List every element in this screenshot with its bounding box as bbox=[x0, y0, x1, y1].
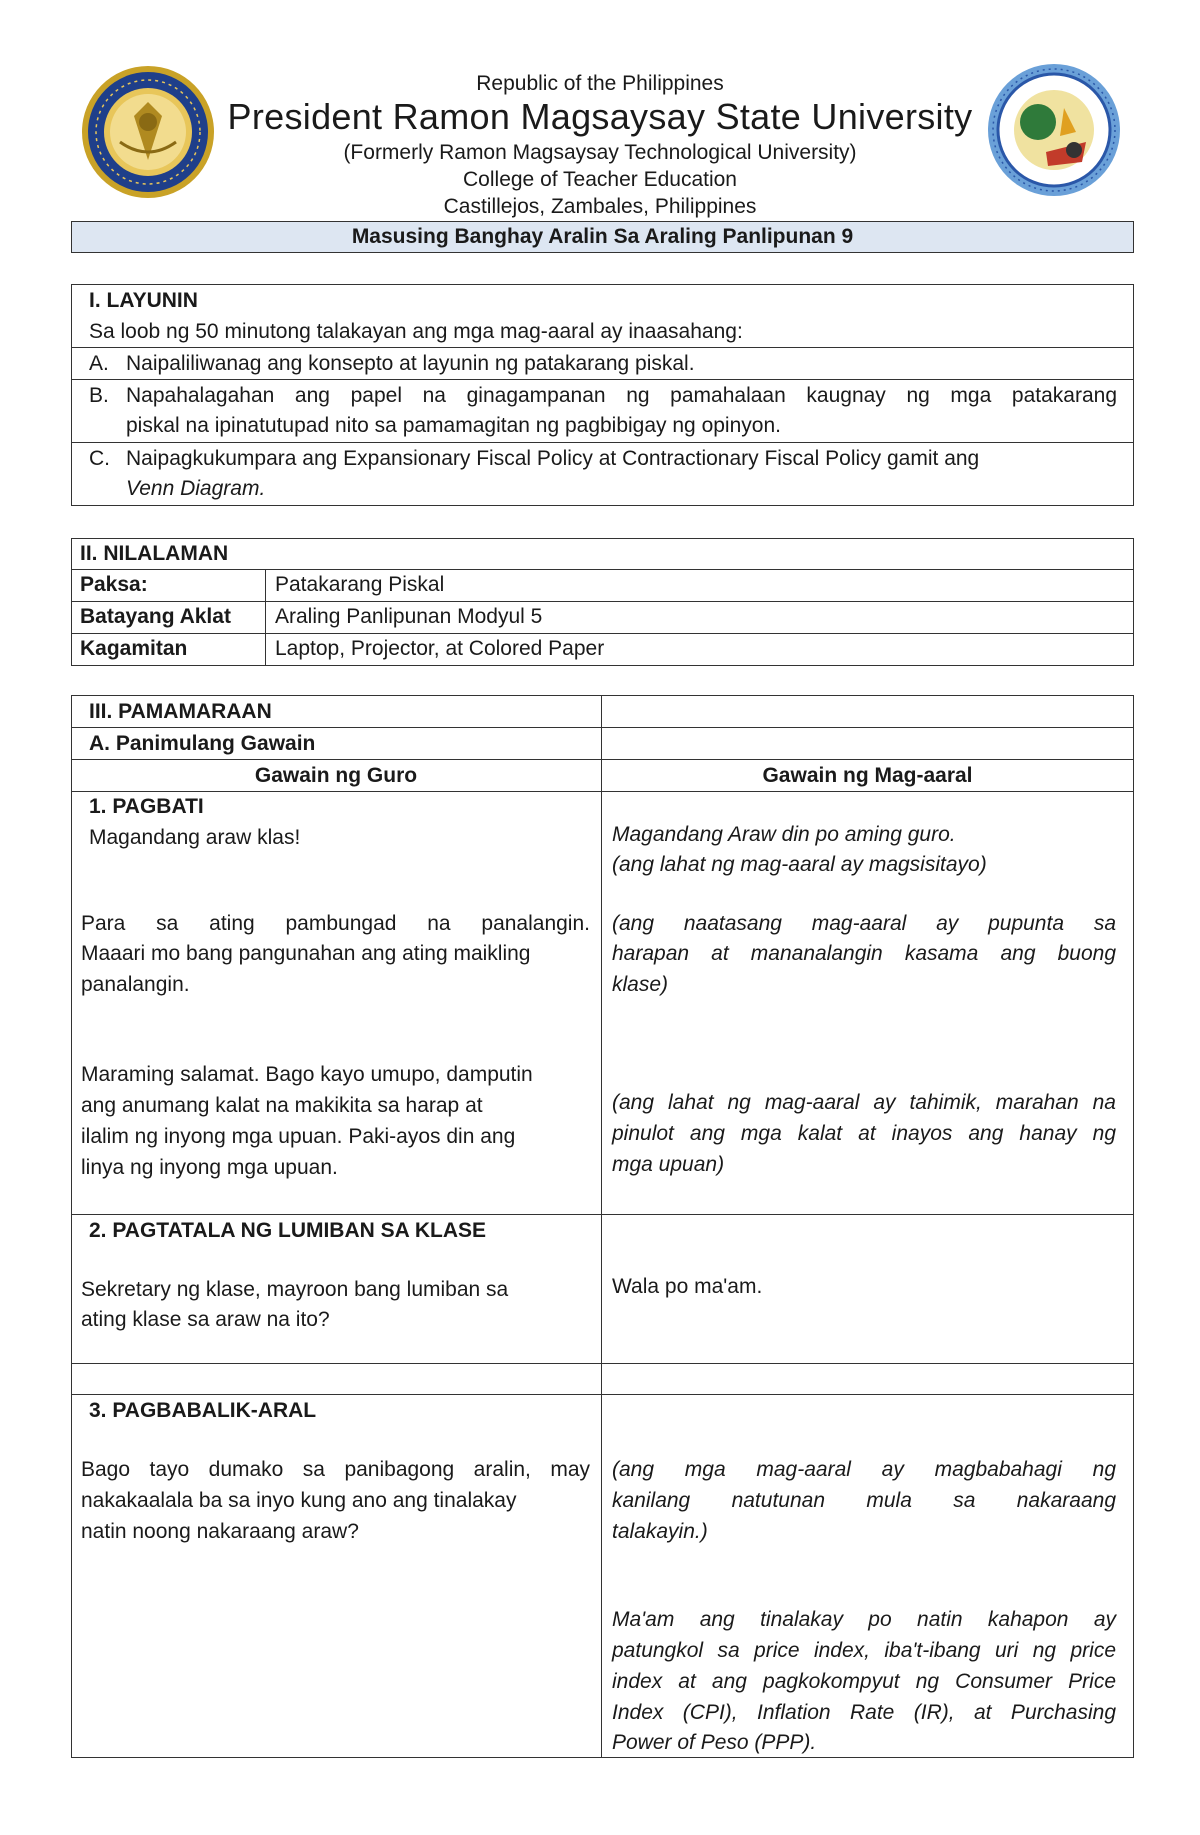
student-line: Power of Peso (PPP). bbox=[612, 1731, 817, 1754]
student-line: Wala po ma'am. bbox=[612, 1275, 763, 1298]
teacher-line: Maraming salamat. Bago kayo umupo, damputin bbox=[81, 1063, 533, 1086]
student-line: (ang lahat ng mag-aaral ay tahimik, marahan na bbox=[612, 1091, 1116, 1114]
student-line: klase) bbox=[612, 973, 669, 996]
teacher-line: linya ng inyong mga upuan. bbox=[81, 1156, 338, 1179]
student-line: (ang mga mag-aaral ay magbabahagi ng bbox=[612, 1458, 1116, 1481]
student-line: (ang lahat ng mag-aaral ay magsisitayo) bbox=[612, 853, 987, 876]
teacher-line: nakakaalala ba sa inyo kung ano ang tinalakay bbox=[81, 1489, 517, 1512]
teacher-line: natin noong nakaraang araw? bbox=[81, 1520, 359, 1543]
objective-letter: C. bbox=[89, 447, 110, 470]
student-line: patungkol sa price index, iba't-ibang uri ng price bbox=[612, 1639, 1116, 1662]
college-text: College of Teacher Education bbox=[463, 168, 737, 191]
student-line: Ma'am ang tinalakay po natin kahapon ay bbox=[612, 1608, 1116, 1631]
student-line: mga upuan) bbox=[612, 1153, 725, 1176]
student-line: Magandang Araw din po aming guro. bbox=[612, 823, 956, 846]
teacher-line: ilalim ng inyong mga upuan. Paki-ayos din ang bbox=[81, 1125, 516, 1148]
teacher-line: Maaari mo bang pangunahan ang ating maikling bbox=[81, 942, 531, 965]
row-label: Paksa: bbox=[80, 573, 148, 596]
pagbati-heading: 1. PAGBATI bbox=[89, 795, 204, 818]
teacher-line: Sekretary ng klase, mayroon bang lumiban sa bbox=[81, 1278, 509, 1301]
student-line: talakayin.) bbox=[612, 1520, 708, 1543]
balikaral-heading: 3. PAGBABALIK-ARAL bbox=[89, 1399, 317, 1422]
student-line: (ang naatasang mag-aaral ay pupunta sa bbox=[612, 912, 1116, 935]
teacher-line: Para sa ating pambungad na panalangin. bbox=[81, 912, 590, 935]
teacher-line: ang anumang kalat na makikita sa harap at bbox=[81, 1094, 483, 1117]
teacher-line: Magandang araw klas! bbox=[89, 826, 301, 849]
layunin-intro: Sa loob ng 50 minutong talakayan ang mga mag-aaral ay inaasahang: bbox=[89, 320, 743, 343]
row-label: Batayang Aklat bbox=[80, 605, 231, 628]
objective-text: Naipagkukumpara ang Expansionary Fiscal Policy at Contractionary Fiscal Policy gamit ang bbox=[126, 447, 980, 470]
row-value: Araling Panlipunan Modyul 5 bbox=[275, 605, 543, 628]
layunin-heading: I. LAYUNIN bbox=[89, 289, 198, 312]
teacher-line: Bago tayo dumako sa panibagong aralin, may bbox=[81, 1458, 590, 1481]
student-line: pinulot ang mga kalat at inayos ang hanay ng bbox=[612, 1122, 1116, 1145]
objective-letter: B. bbox=[89, 384, 109, 407]
objective-text: Naipaliliwanag ang konsepto at layunin ng patakarang piskal. bbox=[126, 352, 695, 375]
student-line: kanilang natutunan mula sa nakaraang bbox=[612, 1489, 1116, 1512]
objective-text: Napahalagahan ang papel na ginagampanan ng pamahalaan kaugnay ng mga patakarang bbox=[126, 384, 1117, 407]
objective-text: Venn Diagram. bbox=[126, 477, 266, 500]
lesson-plan-title: Masusing Banghay Aralin Sa Araling Panlipunan 9 bbox=[71, 221, 1134, 253]
student-line: index at ang pagkokompyut ng Consumer Price bbox=[612, 1670, 1116, 1693]
row-label: Kagamitan bbox=[80, 637, 188, 660]
formerly-text: (Formerly Ramon Magsaysay Technological University) bbox=[343, 141, 857, 164]
nilalaman-heading: II. NILALAMAN bbox=[80, 542, 229, 565]
teacher-column-header: Gawain ng Guro bbox=[254, 764, 418, 787]
student-line: Index (CPI), Inflation Rate (IR), at Purchasing bbox=[612, 1701, 1116, 1724]
objective-letter: A. bbox=[89, 352, 109, 375]
objective-text: piskal na ipinatutupad nito sa pamamagitan ng pagbibigay ng opinyon. bbox=[126, 414, 781, 437]
university-name: President Ramon Magsaysay State University bbox=[227, 96, 973, 137]
teacher-line: panalangin. bbox=[81, 973, 190, 996]
student-column-header: Gawain ng Mag-aaral bbox=[762, 764, 973, 787]
pamamaraan-table bbox=[71, 695, 1134, 1364]
student-line: harapan at mananalangin kasama ang buong bbox=[612, 942, 1116, 965]
lumiban-heading: 2. PAGTATALA NG LUMIBAN SA KLASE bbox=[89, 1219, 487, 1242]
teacher-line: ating klase sa araw na ito? bbox=[81, 1308, 330, 1331]
location-text: Castillejos, Zambales, Philippines bbox=[443, 195, 757, 218]
row-value: Laptop, Projector, at Colored Paper bbox=[275, 637, 605, 660]
republic-text: Republic of the Philippines bbox=[476, 72, 724, 95]
row-value: Patakarang Piskal bbox=[275, 573, 445, 596]
panimulang-gawain-heading: A. Panimulang Gawain bbox=[89, 732, 316, 755]
pamamaraan-heading: III. PAMAMARAAN bbox=[89, 700, 272, 723]
